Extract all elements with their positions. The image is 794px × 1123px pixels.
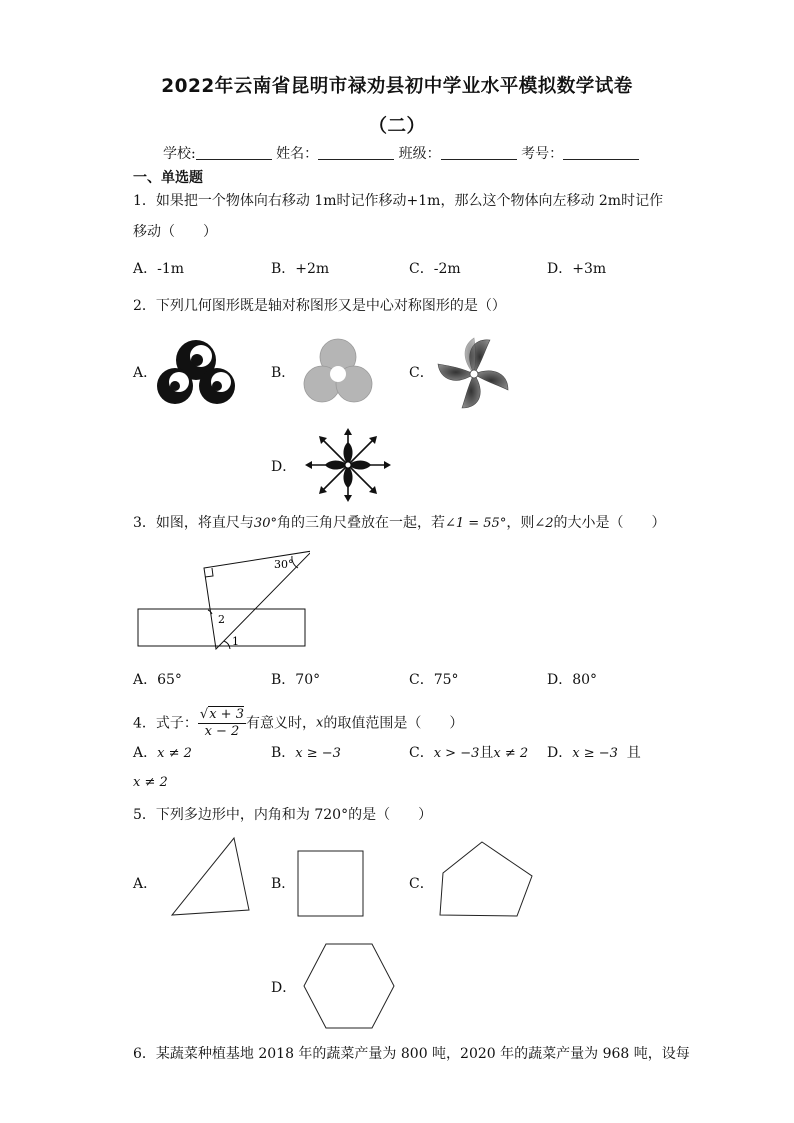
- student-info-line: [163, 145, 639, 163]
- q2-option-d-figure: [305, 426, 391, 504]
- q3-option-a[interactable]: A．65°: [133, 672, 182, 688]
- exam-title: 2022年云南省昆明市禄劝县初中学业水平模拟数学试卷: [161, 76, 633, 97]
- q5-option-c-pentagon: [437, 840, 535, 918]
- q5-stem: 5．下列多边形中，内角和为 720°的是（ ）: [133, 807, 433, 823]
- q3-stem-a: 3．如图，将直尺与: [133, 515, 254, 531]
- school-blank[interactable]: [196, 145, 272, 160]
- q4-option-c-and: 且: [479, 745, 494, 761]
- q4-stem-a: 4．式子：: [133, 715, 198, 732]
- q2-option-c-figure: [434, 334, 514, 414]
- q4-stem-c: 的取值范围是（ ）: [323, 715, 464, 732]
- q1-option-a[interactable]: A．-1m: [133, 261, 185, 277]
- q1-stem-line1: 1．如果把一个物体向右移动 1m时记作移动+1m，那么这个物体向左移动 2m时记作: [133, 193, 664, 209]
- q4-option-b-letter: B．: [271, 745, 296, 761]
- q4-stem: [133, 707, 463, 740]
- q4-stem-b: 有意义时，: [245, 715, 316, 732]
- q6-stem-line1: 6．某蔬菜种植基地 2018 年的蔬菜产量为 800 吨，2020 年的蔬菜产量为 968 吨，设每: [133, 1046, 690, 1062]
- q4-option-b[interactable]: [271, 744, 341, 763]
- q3-option-b[interactable]: B．70°: [271, 672, 321, 688]
- section-heading: 一、单选题: [133, 170, 203, 186]
- q3-stem: [133, 514, 666, 533]
- q4-option-c[interactable]: [409, 744, 528, 763]
- q4-option-a-math: x ≠ 2: [157, 746, 192, 761]
- q3-fig-30-label: 30°: [274, 558, 294, 571]
- q3-option-c[interactable]: C．75°: [409, 672, 459, 688]
- q2-option-a-label[interactable]: A．: [133, 365, 158, 381]
- q4-option-b-math: x ≥ −3: [295, 746, 341, 761]
- q2-stem: 2．下列几何图形既是轴对称图形又是中心对称图形的是（）: [133, 298, 506, 314]
- q2-option-b-label[interactable]: B．: [271, 365, 296, 381]
- exam-title-part: （二）: [368, 116, 426, 137]
- q3-stem-d: 的大小是（ ）: [553, 515, 666, 531]
- q2-option-c-label[interactable]: C．: [409, 365, 434, 381]
- q5-option-a-triangle: [168, 835, 252, 917]
- q3-condition: ∠1 = 55°: [444, 516, 507, 531]
- q1-option-b[interactable]: B．+2m: [271, 261, 330, 277]
- q5-option-b-label[interactable]: B．: [271, 876, 296, 892]
- q4-frac-num: x + 3: [209, 707, 244, 722]
- q4-option-c-tail: x ≠ 2: [493, 746, 529, 761]
- q3-stem-b: 角的三角尺叠放在一起，若: [276, 515, 445, 531]
- q2-option-d-label[interactable]: D．: [271, 459, 297, 475]
- q1-option-c[interactable]: C．-2m: [409, 261, 461, 277]
- q2-option-b-figure: [303, 336, 373, 406]
- q4-option-d[interactable]: [547, 744, 641, 763]
- q3-fig-1-label: 1: [232, 635, 239, 648]
- q3-stem-c: ，则: [506, 515, 535, 531]
- name-label: 姓名：: [276, 146, 319, 162]
- q5-option-b-square: [296, 849, 366, 919]
- q4-option-a-letter: A．: [133, 745, 158, 761]
- q4-option-a[interactable]: [133, 744, 192, 763]
- q2-option-a-figure: [155, 338, 237, 408]
- number-blank[interactable]: [563, 145, 639, 160]
- number-label: 考号：: [521, 146, 564, 162]
- q5-option-d-hexagon: [301, 942, 397, 1030]
- name-blank[interactable]: [318, 145, 394, 160]
- q1-option-d[interactable]: D．+3m: [547, 261, 607, 277]
- q5-option-a-label[interactable]: A．: [133, 876, 158, 892]
- school-label: 学校:: [163, 146, 196, 162]
- q3-ruler-triangle-figure: [134, 546, 310, 650]
- class-label: 班级：: [398, 146, 441, 162]
- q4-var: x: [315, 715, 324, 731]
- q4-option-d-letter: D．: [547, 745, 573, 761]
- q4-option-d-math: x ≥ −3: [572, 746, 618, 761]
- q1-stem-line2: 移动（ ）: [133, 224, 217, 240]
- q4-option-d-wrap: x ≠ 2: [133, 775, 168, 790]
- q3-angle30: 30°: [253, 516, 277, 531]
- q4-option-c-letter: C．: [409, 745, 434, 761]
- q4-frac-den: x − 2: [204, 724, 240, 739]
- q3-fig-2-label: 2: [218, 613, 225, 626]
- q3-ask: ∠2: [534, 516, 554, 531]
- q4-option-d-and: 且: [626, 745, 641, 761]
- q4-fraction: $\frac{√x + 3}{x - 2}$: [199, 707, 244, 739]
- q5-option-c-label[interactable]: C．: [409, 876, 434, 892]
- q5-option-d-label[interactable]: D．: [271, 980, 297, 996]
- q3-option-d[interactable]: D．80°: [547, 672, 598, 688]
- q4-option-c-math: x > −3: [433, 746, 480, 761]
- class-blank[interactable]: [441, 145, 517, 160]
